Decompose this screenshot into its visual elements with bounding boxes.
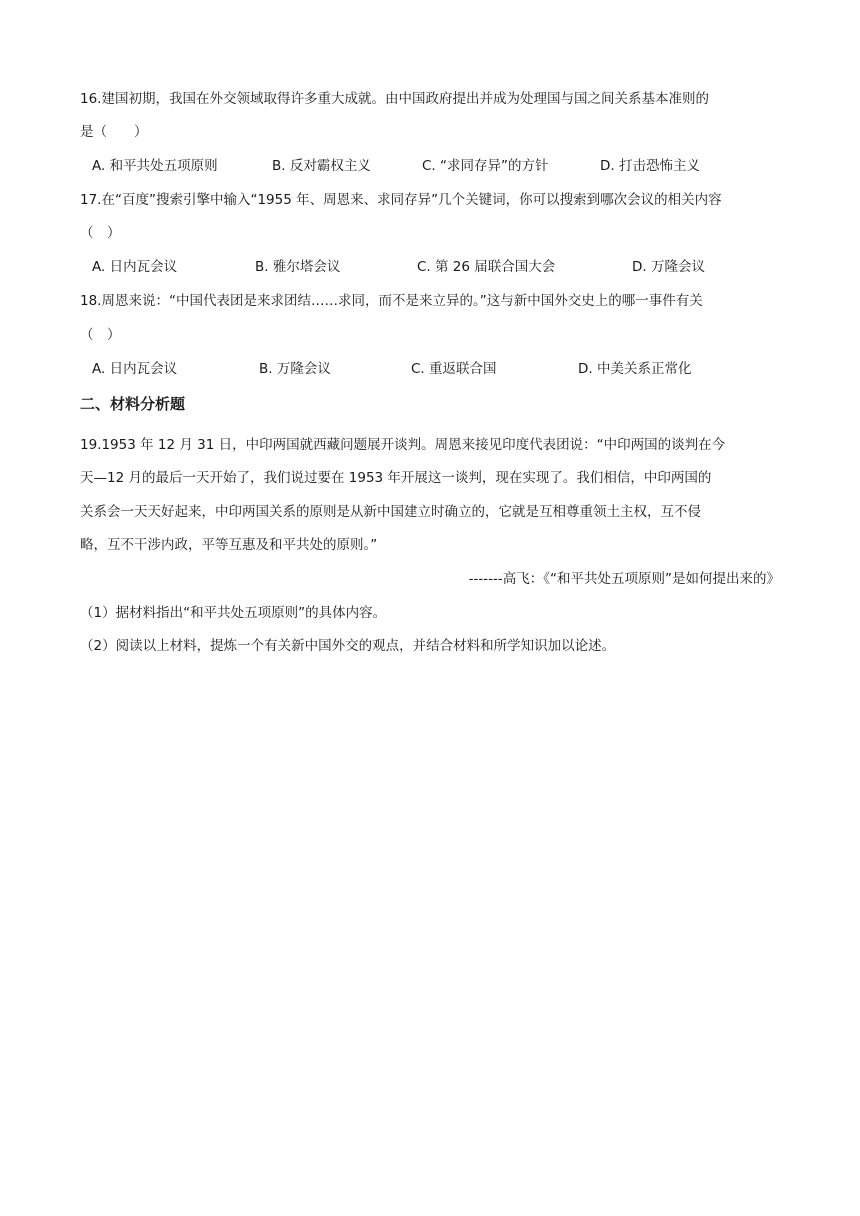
question-16-stem-cont: 是（ ） (80, 124, 148, 140)
question-16-stem: 16.建国初期，我国在外交领域取得许多重大成就。由中国政府提出并成为处理国与国之间关系基本准则的 (80, 91, 709, 107)
q16-option-b: B. 反对霸权主义 (272, 158, 371, 174)
sub-question-2: （2）阅读以上材料，提炼一个有关新中国外交的观点，并结合材料和所学知识加以论述。 (80, 638, 616, 654)
question-17-stem: 17.在“百度”搜索引擎中输入“1955 年、周恩来、求同存异”几个关键词，你可以搜索到哪次会议的相关内容 (80, 192, 722, 208)
q18-option-a: A. 日内瓦会议 (92, 361, 178, 377)
q18-option-c: C. 重返联合国 (411, 361, 497, 377)
q17-option-b: B. 雅尔塔会议 (255, 259, 341, 275)
question-16-options (92, 156, 792, 176)
question-18-options (92, 359, 792, 379)
question-19-line-4: 略，互不干涉内政，平等互惠及和平共处的原则。” (80, 537, 378, 553)
question-18-stem-cont: （ ） (80, 327, 121, 343)
q16-option-a: A. 和平共处五项原则 (92, 158, 218, 174)
q16-option-d: D. 打击恐怖主义 (600, 158, 700, 174)
section-heading: 二、材料分析题 (80, 395, 186, 413)
q17-option-a: A. 日内瓦会议 (92, 259, 178, 275)
question-17-stem-cont: （ ） (80, 225, 121, 241)
question-19-line-1: 19.1953 年 12 月 31 日，中印两国就西藏问题展开谈判。周恩来接见印度代表团说：“中印两国的谈判在今 (80, 437, 726, 453)
question-19-line-2: 天—12 月的最后一天开始了，我们说过要在 1953 年开展这一谈判，现在实现了。我们相信，中印两国的 (80, 470, 712, 486)
question-18-stem: 18.周恩来说：“中国代表团是来求团结……求同，而不是来立异的。”这与新中国外交史上的哪一事件有关 (80, 293, 703, 309)
q17-option-d: D. 万隆会议 (632, 259, 705, 275)
material-source: -------高飞：《“和平共处五项原则”是如何提出来的》 (468, 571, 780, 587)
sub-question-1: （1）据材料指出“和平共处五项原则”的具体内容。 (80, 605, 387, 621)
question-19-line-3: 关系会一天天好起来，中印两国关系的原则是从新中国建立时确立的，它就是互相尊重领土主权，互不侵 (80, 504, 701, 520)
q16-option-c: C. “求同存异”的方针 (422, 158, 549, 174)
q18-option-d: D. 中美关系正常化 (578, 361, 692, 377)
q17-option-c: C. 第 26 届联合国大会 (417, 259, 556, 275)
question-17-options (92, 257, 792, 277)
q18-option-b: B. 万隆会议 (259, 361, 331, 377)
